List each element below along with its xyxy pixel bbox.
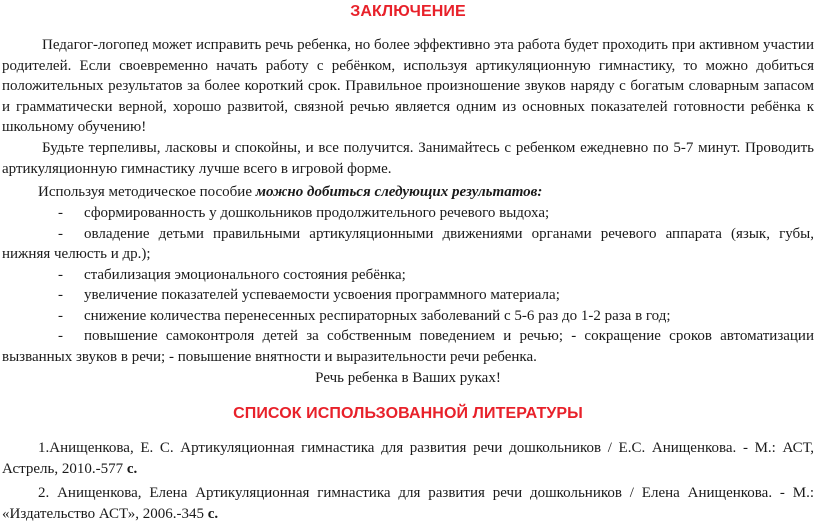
list-item xyxy=(2,326,814,367)
list-item-text: сформированность у дошкольников продолжительного речевого выдоха; xyxy=(84,205,550,221)
list-item-text: повышение самоконтроля детей за собственным поведением и речью; - сокращение сроков автоматизации вызванных звуков в речи; - повышение внятности и выразительности речи ребенка. xyxy=(2,328,814,365)
results-intro-emphasis: можно добиться следующих результатов: xyxy=(255,184,543,200)
bullet-dash: - xyxy=(58,307,63,324)
results-intro-plain: Используя методическое пособие xyxy=(38,184,256,200)
references-title: СПИСОК ИСПОЛЬЗОВАННОЙ ЛИТЕРАТУРЫ xyxy=(233,405,583,422)
reference-pages-suffix: с. xyxy=(126,461,138,477)
conclusion-paragraph-1: Педагог-логопед может исправить речь ребенка, но более эффективно эта работа будет проходить при активном участии родителей. Если своевременно начать работу с ребёнком, используя артикуляционную гимнастику, то можно добиться положительных результатов за более короткий срок. Правильное произношение звуков наряду с богатым словарным запасом и грамматически верной, хорошо развитой, связной речью является одним из основных показателей готовности ребёнка к школьному обучению! xyxy=(2,37,814,135)
list-item-text: стабилизация эмоционального состояния ребёнка; xyxy=(84,266,406,283)
bullet-dash: - xyxy=(58,328,63,344)
list-item xyxy=(2,224,814,265)
list-item xyxy=(2,285,814,306)
reference-text: 2. Анищенкова, Елена Артикуляционная гимнастика для развития речи дошкольников / Елена Анищенкова. - М.: «Издательство АСТ», 2006.-345 xyxy=(2,485,814,522)
conclusion-title: ЗАКЛЮЧЕНИЕ xyxy=(350,3,466,20)
bullet-dash: - xyxy=(58,205,63,221)
list-item xyxy=(2,306,814,327)
bullet-dash: - xyxy=(58,266,63,283)
list-item-text: овладение детьми правильными артикуляционными движениями органами речевого аппарата (язык, губы, нижняя челюсть и др.); xyxy=(2,225,814,262)
reference-item-1 xyxy=(2,438,814,480)
list-item xyxy=(2,265,814,286)
conclusion-paragraph-2: Будьте терпеливы, ласковы и спокойны, и все получится. Занимайтесь с ребенком ежедневно по 5-7 минут. Проводить артикуляционную гимнастику лучше всего в игровой форме. xyxy=(2,140,814,177)
list-item-text: снижение количества перенесенных респираторных заболеваний с 5-6 раз до 1-2 раза в год; xyxy=(84,307,671,324)
list-item-text: увеличение показателей успеваемости усвоения программного материала; xyxy=(84,287,560,303)
results-list xyxy=(2,203,814,367)
reference-text: 1.Анищенкова, Е. С. Артикуляционная гимнастика для развития речи дошкольников / Е.С. Анищенкова. - М.: АСТ, Астрель, 2010.-577 xyxy=(2,440,814,477)
closing-line: Речь ребенка в Ваших руках! xyxy=(315,370,501,386)
bullet-dash: - xyxy=(58,287,63,303)
list-item xyxy=(2,203,814,224)
reference-pages-suffix: с. xyxy=(207,506,219,522)
results-intro xyxy=(2,182,814,203)
bullet-dash: - xyxy=(58,225,63,242)
reference-item-2 xyxy=(2,483,814,525)
